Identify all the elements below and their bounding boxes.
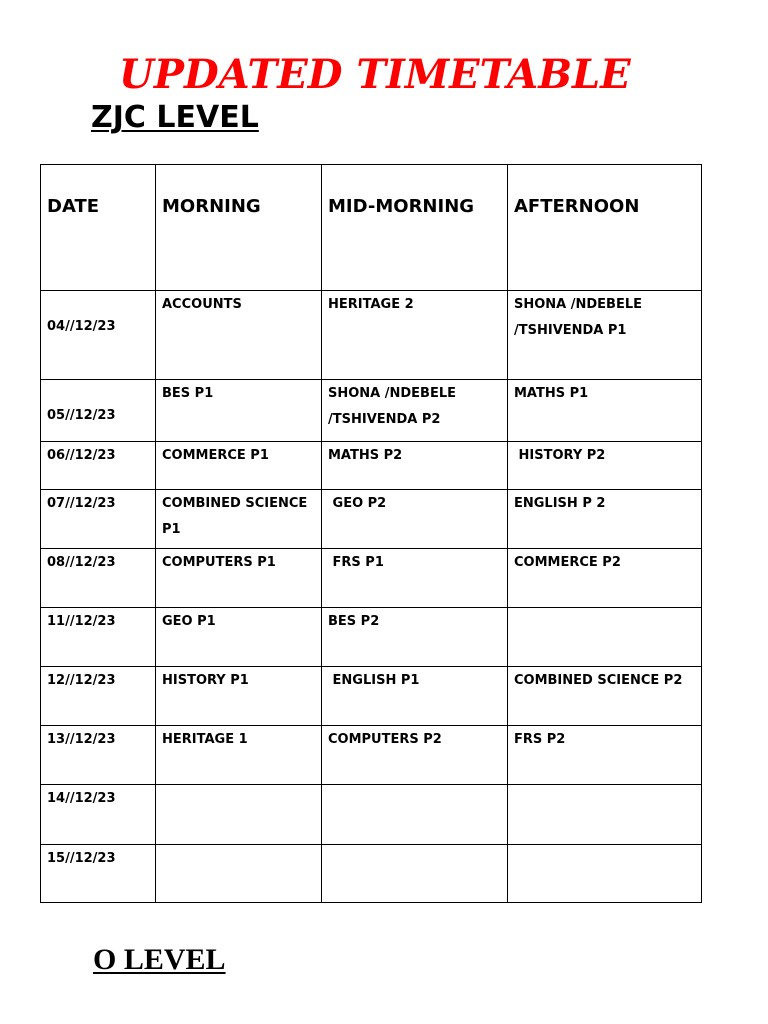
date-cell: 12//12/23 — [41, 667, 156, 726]
table-row — [41, 726, 702, 785]
afternoon-cell — [508, 845, 702, 903]
afternoon-cell: SHONA /NDEBELE /TSHIVENDA P1 — [508, 291, 702, 380]
header-afternoon: AFTERNOON — [508, 165, 702, 291]
morning-cell: COMBINED SCIENCE P1 — [156, 490, 322, 549]
table-row — [41, 490, 702, 549]
table-row — [41, 608, 702, 667]
morning-cell: GEO P1 — [156, 608, 322, 667]
afternoon-cell: HISTORY P2 — [508, 442, 702, 490]
mid-morning-cell — [322, 785, 508, 845]
o-level-heading: O LEVEL — [93, 943, 226, 976]
mid-morning-cell: FRS P1 — [322, 549, 508, 608]
morning-cell — [156, 785, 322, 845]
afternoon-cell: MATHS P1 — [508, 380, 702, 442]
timetable — [40, 164, 702, 903]
mid-morning-cell: HERITAGE 2 — [322, 291, 508, 380]
date-cell: 08//12/23 — [41, 549, 156, 608]
date-cell: 14//12/23 — [41, 785, 156, 845]
date-cell: 06//12/23 — [41, 442, 156, 490]
table-row — [41, 785, 702, 845]
afternoon-cell: FRS P2 — [508, 726, 702, 785]
table-row — [41, 667, 702, 726]
date-cell: 07//12/23 — [41, 490, 156, 549]
afternoon-cell: ENGLISH P 2 — [508, 490, 702, 549]
header-mid-morning: MID-MORNING — [322, 165, 508, 291]
mid-morning-cell: GEO P2 — [322, 490, 508, 549]
zjc-level-heading: ZJC LEVEL — [91, 100, 259, 135]
morning-cell: HISTORY P1 — [156, 667, 322, 726]
mid-morning-cell: COMPUTERS P2 — [322, 726, 508, 785]
morning-cell: COMPUTERS P1 — [156, 549, 322, 608]
morning-cell: HERITAGE 1 — [156, 726, 322, 785]
morning-cell: ACCOUNTS — [156, 291, 322, 380]
mid-morning-cell: SHONA /NDEBELE /TSHIVENDA P2 — [322, 380, 508, 442]
table-row — [41, 442, 702, 490]
afternoon-cell — [508, 785, 702, 845]
table-row — [41, 549, 702, 608]
mid-morning-cell: ENGLISH P1 — [322, 667, 508, 726]
table-row — [41, 845, 702, 903]
afternoon-cell: COMBINED SCIENCE P2 — [508, 667, 702, 726]
header-row — [41, 165, 702, 291]
table-row — [41, 380, 702, 442]
afternoon-cell: COMMERCE P2 — [508, 549, 702, 608]
date-cell: 13//12/23 — [41, 726, 156, 785]
mid-morning-cell — [322, 845, 508, 903]
page-title: UPDATED TIMETABLE — [119, 51, 631, 98]
morning-cell — [156, 845, 322, 903]
mid-morning-cell: MATHS P2 — [322, 442, 508, 490]
table-row — [41, 291, 702, 380]
afternoon-cell — [508, 608, 702, 667]
date-cell: 11//12/23 — [41, 608, 156, 667]
date-cell: 05//12/23 — [41, 380, 156, 442]
header-date: DATE — [41, 165, 156, 291]
date-cell: 04//12/23 — [41, 291, 156, 380]
morning-cell: COMMERCE P1 — [156, 442, 322, 490]
header-morning: MORNING — [156, 165, 322, 291]
mid-morning-cell: BES P2 — [322, 608, 508, 667]
morning-cell: BES P1 — [156, 380, 322, 442]
date-cell: 15//12/23 — [41, 845, 156, 903]
